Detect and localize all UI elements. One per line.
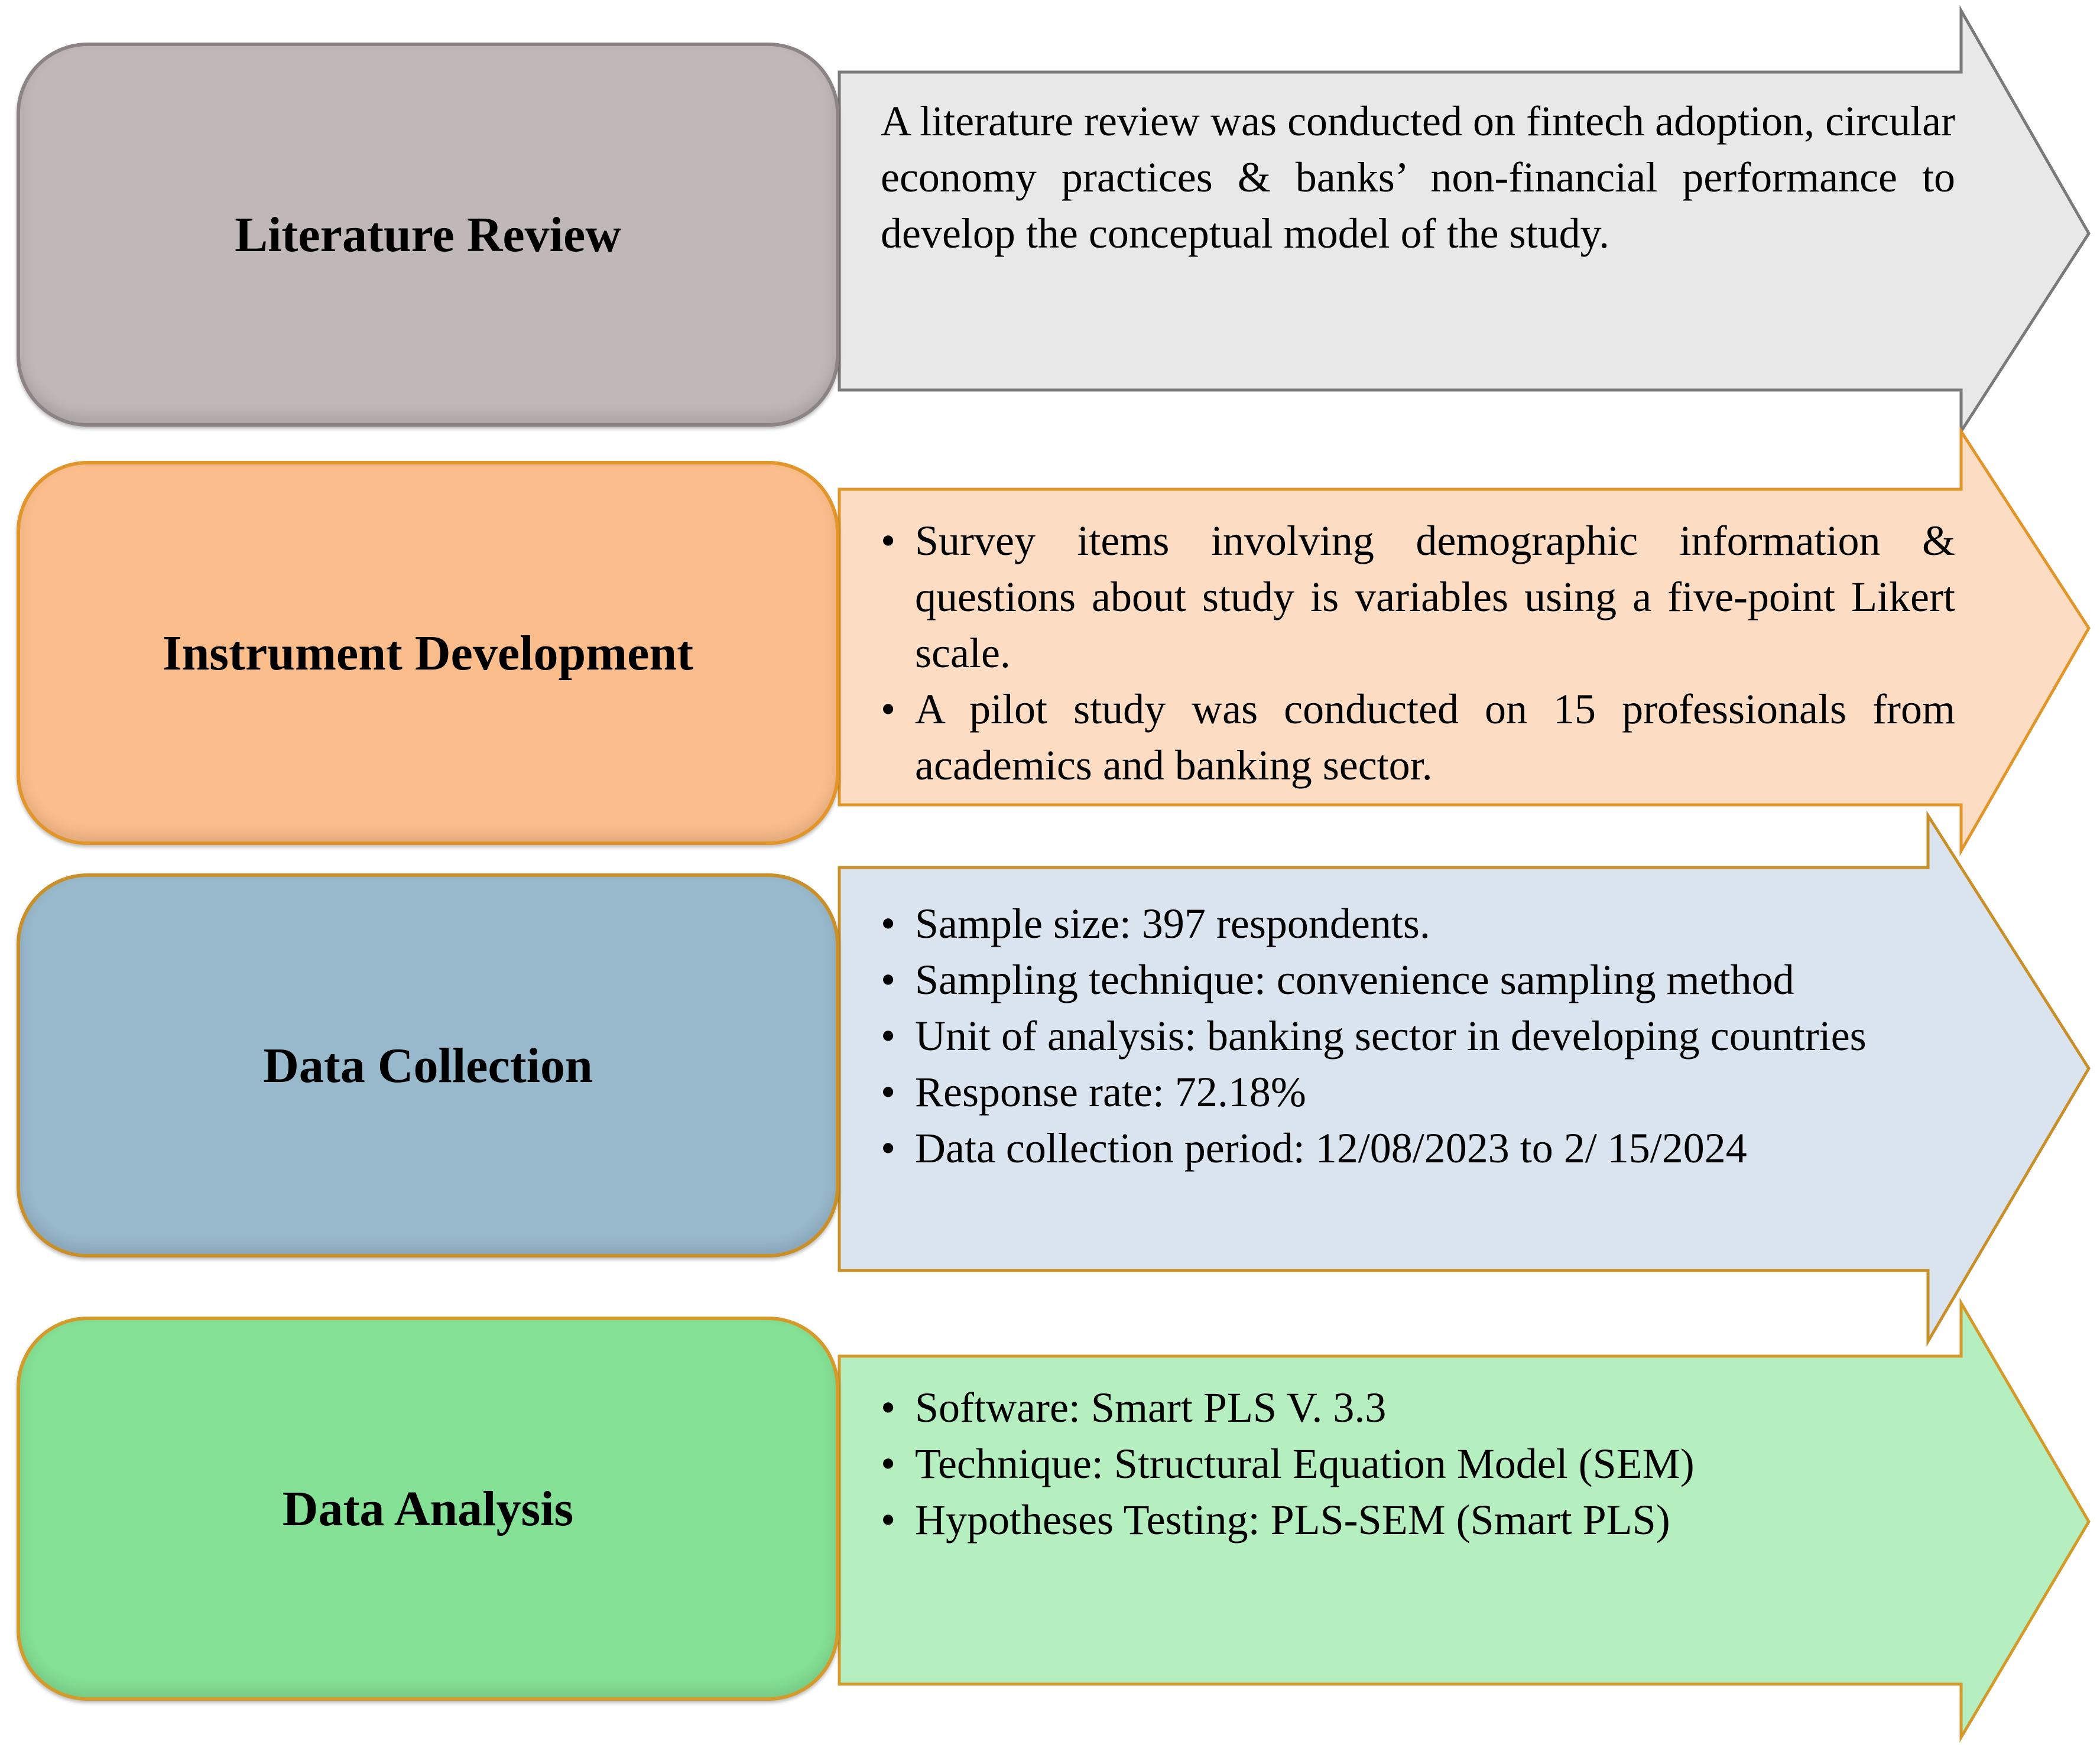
bullet-list [881, 896, 1933, 1177]
stage-box-data-analysis [17, 1317, 839, 1701]
bullet-item: • Data collection period: 12/08/2023 to 2/ 15/2024 [881, 1120, 1933, 1177]
stage-label: Data Collection [263, 1038, 593, 1093]
bullet-item: • Response rate: 72.18% [881, 1064, 1933, 1120]
bullet-item: • Hypotheses Testing: PLS-SEM (Smart PLS) [881, 1492, 1955, 1548]
bullet-item: • Technique: Structural Equation Model (SEM) [881, 1436, 1955, 1492]
stage-box-data-collection [17, 873, 839, 1257]
stage-description [881, 513, 1955, 794]
stage-description [881, 1380, 1955, 1548]
stage-box-literature-review [17, 43, 839, 427]
stage-label: Literature Review [235, 207, 621, 262]
stage-description [881, 896, 1933, 1177]
bullet-item: • Software: Smart PLS V. 3.3 [881, 1380, 1955, 1436]
bullet-item: • Unit of analysis: banking sector in developing countries [881, 1008, 1933, 1064]
bullet-item: • A pilot study was conducted on 15 professionals from academics and banking sector. [881, 681, 1955, 794]
stage-box-instrument-development [17, 461, 839, 845]
bullet-list [881, 1380, 1955, 1548]
stage-paragraph: A literature review was conducted on fintech adoption, circular economy practices & banks’ non-financial performance to develop the conceptual model of the study. [881, 98, 1955, 257]
stage-description [881, 93, 1955, 262]
bullet-item: • Sampling technique: convenience sampling method [881, 952, 1933, 1008]
bullet-item: • Sample size: 397 respondents. [881, 896, 1933, 952]
bullet-list [881, 513, 1955, 794]
bullet-item: • Survey items involving demographic information & questions about study is variables using a five-point Likert scale. [881, 513, 1955, 681]
stage-label: Data Analysis [282, 1481, 574, 1536]
stage-label: Instrument Development [162, 625, 694, 681]
